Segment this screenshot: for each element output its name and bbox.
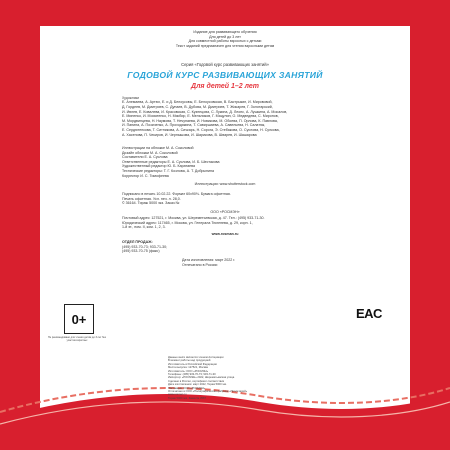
- sales-block: [122, 240, 352, 254]
- colophon-line: Данные книги являются членом Ассоциации: [168, 356, 224, 359]
- credit-line: Дизайн обложки М. А. Соколовой: [122, 150, 178, 155]
- print-line: © 36164. Тираж 5000 экз. Заказ №: [122, 201, 180, 206]
- print-line: Подписано в печать 10.02.22. Формат 60х90⅛. Бумага офсетная.: [122, 192, 231, 196]
- publisher-name: ООО «РОСМЭН»: [210, 210, 240, 214]
- publisher-line: 1-й эт., пом. II, ком. 1, 2, 3.: [122, 225, 166, 230]
- credit-line: Составители Е. А. Суслова: [122, 155, 168, 160]
- credit-line: Художественный редактор Ю. Б. Каратаева: [122, 164, 196, 169]
- credit-line: Иллюстрации на обложке М. А. Соколовой: [122, 146, 194, 150]
- colophon-line: Изготовитель: ООО «РОСМЭН»: [168, 369, 209, 373]
- print-block: [122, 192, 352, 206]
- colophon-line: Тираж 5000 экз. Заказ № 3587: [168, 396, 206, 400]
- publisher-site: www.rosman.ru: [211, 232, 239, 236]
- artists-label: Художники: [122, 96, 140, 100]
- colophon-line: Изготовитель в Российской Федерации: [168, 362, 217, 366]
- publisher-block: [122, 216, 352, 230]
- book-title: ГОДОВОЙ КУРС РАЗВИВАЮЩИХ ЗАНЯТИЙ: [127, 70, 323, 80]
- colophon-block: [168, 356, 298, 400]
- colophon-line: Отпечатано в ООО «Полиграфическая фабрика «Пролетарий»: [168, 390, 248, 394]
- series-name: Серия «Годовой курс развивающих занятий»: [181, 62, 269, 67]
- sales-title: ОТДЕЛ ПРОДАЖ:: [122, 240, 153, 244]
- red-frame-left: [0, 0, 40, 450]
- credit-line: Корректор И. С. Тимофеева: [122, 173, 169, 178]
- artists-block: [122, 96, 352, 137]
- sales-line: (495) 933-70-75 (факс): [122, 249, 160, 254]
- artist-line: М. Мордвинцева, Н. Наумова, Т. Нечунаева, И. Новикова, М. Обоева, П. Орлова, К. Павлова,: [122, 118, 278, 123]
- publisher-line: Юридический адрес: 117465, г. Москва, ул. Генерала Тюленева, д. 29, корп. 1,: [122, 220, 253, 225]
- publisher-line: Почтовый адрес: 127521, г. Москва, ул. Шереметьевская, д. 47. Тел.: (495) 933-71-30.: [122, 216, 265, 220]
- header-line: Для совместной работы взрослых с детьми: [188, 39, 262, 44]
- colophon-line: В момент работы над продукцией: [168, 359, 211, 363]
- header-line: Для детей до 3 лет: [209, 34, 241, 39]
- artist-line: Е. Миненко, И. Моисеенко, Н. Мясбир, Е. Мельников, Г. Мацулин, О. Медведева, С. Миронов,: [122, 114, 279, 119]
- header-line: Текст заданий предназначен для чтения взрослыми детям: [175, 43, 275, 48]
- imprint-content: [50, 30, 400, 267]
- artist-line: Д. Гордеев, М. Дмитриев, С. Дунаев, В. Дубова, М. Дмитриев, Т. Жикарев, Г. Золотарский,: [122, 105, 273, 109]
- production-block: [182, 258, 412, 267]
- colophon-line: Места выпуска: 127521, Москва: [168, 366, 208, 370]
- colophon-line: www.rosman.ru: [168, 393, 187, 397]
- artist-line: Е. Алемаева, А. Артюх, Е. и Д. Белоусовы, Е. Белоусовская, В. Бастрыкин, И. Мирововой,: [122, 100, 273, 105]
- colophon-line: Дата изготовления: март 2022, Тираж 5000 экз.: [168, 383, 227, 387]
- red-frame-right: [410, 0, 450, 450]
- artist-line: А. Хасенова, П. Чекиров, И. Чернышова, И. Шарикова, В. Шварев, И. Шашарова: [122, 132, 257, 137]
- header-lines: [50, 30, 400, 48]
- colophon-line: Поставщик: ООО «РОСМЭН»: [168, 386, 206, 390]
- book-subtitle: Для детей 1–2 лет: [191, 83, 259, 90]
- colophon-line: Импортер: «РОСМЭН» 2022, Шереметьевская улица: [168, 376, 235, 380]
- sales-line: (495) 933-70-73; 933-71-30;: [122, 244, 168, 249]
- credits-block: [122, 146, 352, 178]
- artist-line: Е. Сердютенкова, Т. Ситникова, А. Сичкарь, Н. Сорога, Э. Стебакова, О. Суслова, Н. Сулкова,: [122, 127, 280, 132]
- production-date: Дата изготовления: март 2022 г.: [182, 258, 236, 262]
- eac-mark: EAC: [356, 306, 382, 321]
- print-line: Печать офсетная. Усл. печ. л. 28,0.: [122, 196, 181, 201]
- artist-line: И. Панина, А. Позиченко, А. Проходякина, Т. Савиршаева, А. Савельева, Н. Салатюк,: [122, 123, 266, 128]
- colophon-line: Сделано в России, сертификат соответствия: [168, 379, 225, 383]
- header-line: Издание для развивающего обучения: [193, 30, 257, 34]
- age-rating-label: Не рекомендовано для чтения детям до 3 лет без участия взрослых: [47, 336, 107, 343]
- colophon-line: Телефоны: (495) 933-70-73; 933-71-30: [168, 373, 216, 377]
- credit-line: Технические редакторы: Т. Г. Козлова, А. Т. Добрынина: [122, 168, 214, 173]
- credit-line: Ответственные редакторы Е. А. Суслова, И. Б. Шестакова: [122, 159, 220, 164]
- production-country: Отпечатано в России: [182, 262, 218, 267]
- age-rating-badge: 0+: [64, 304, 94, 334]
- artist-line: И. Ивлев, Е. Ковалева, И. Красовская, С. Кузнецова, С. Лукина, Д. Леонс, А. Лушкина, А. Мосалов,: [122, 109, 288, 114]
- illustrations-credit: Иллюстрации: www.shutterstock.com: [194, 182, 256, 186]
